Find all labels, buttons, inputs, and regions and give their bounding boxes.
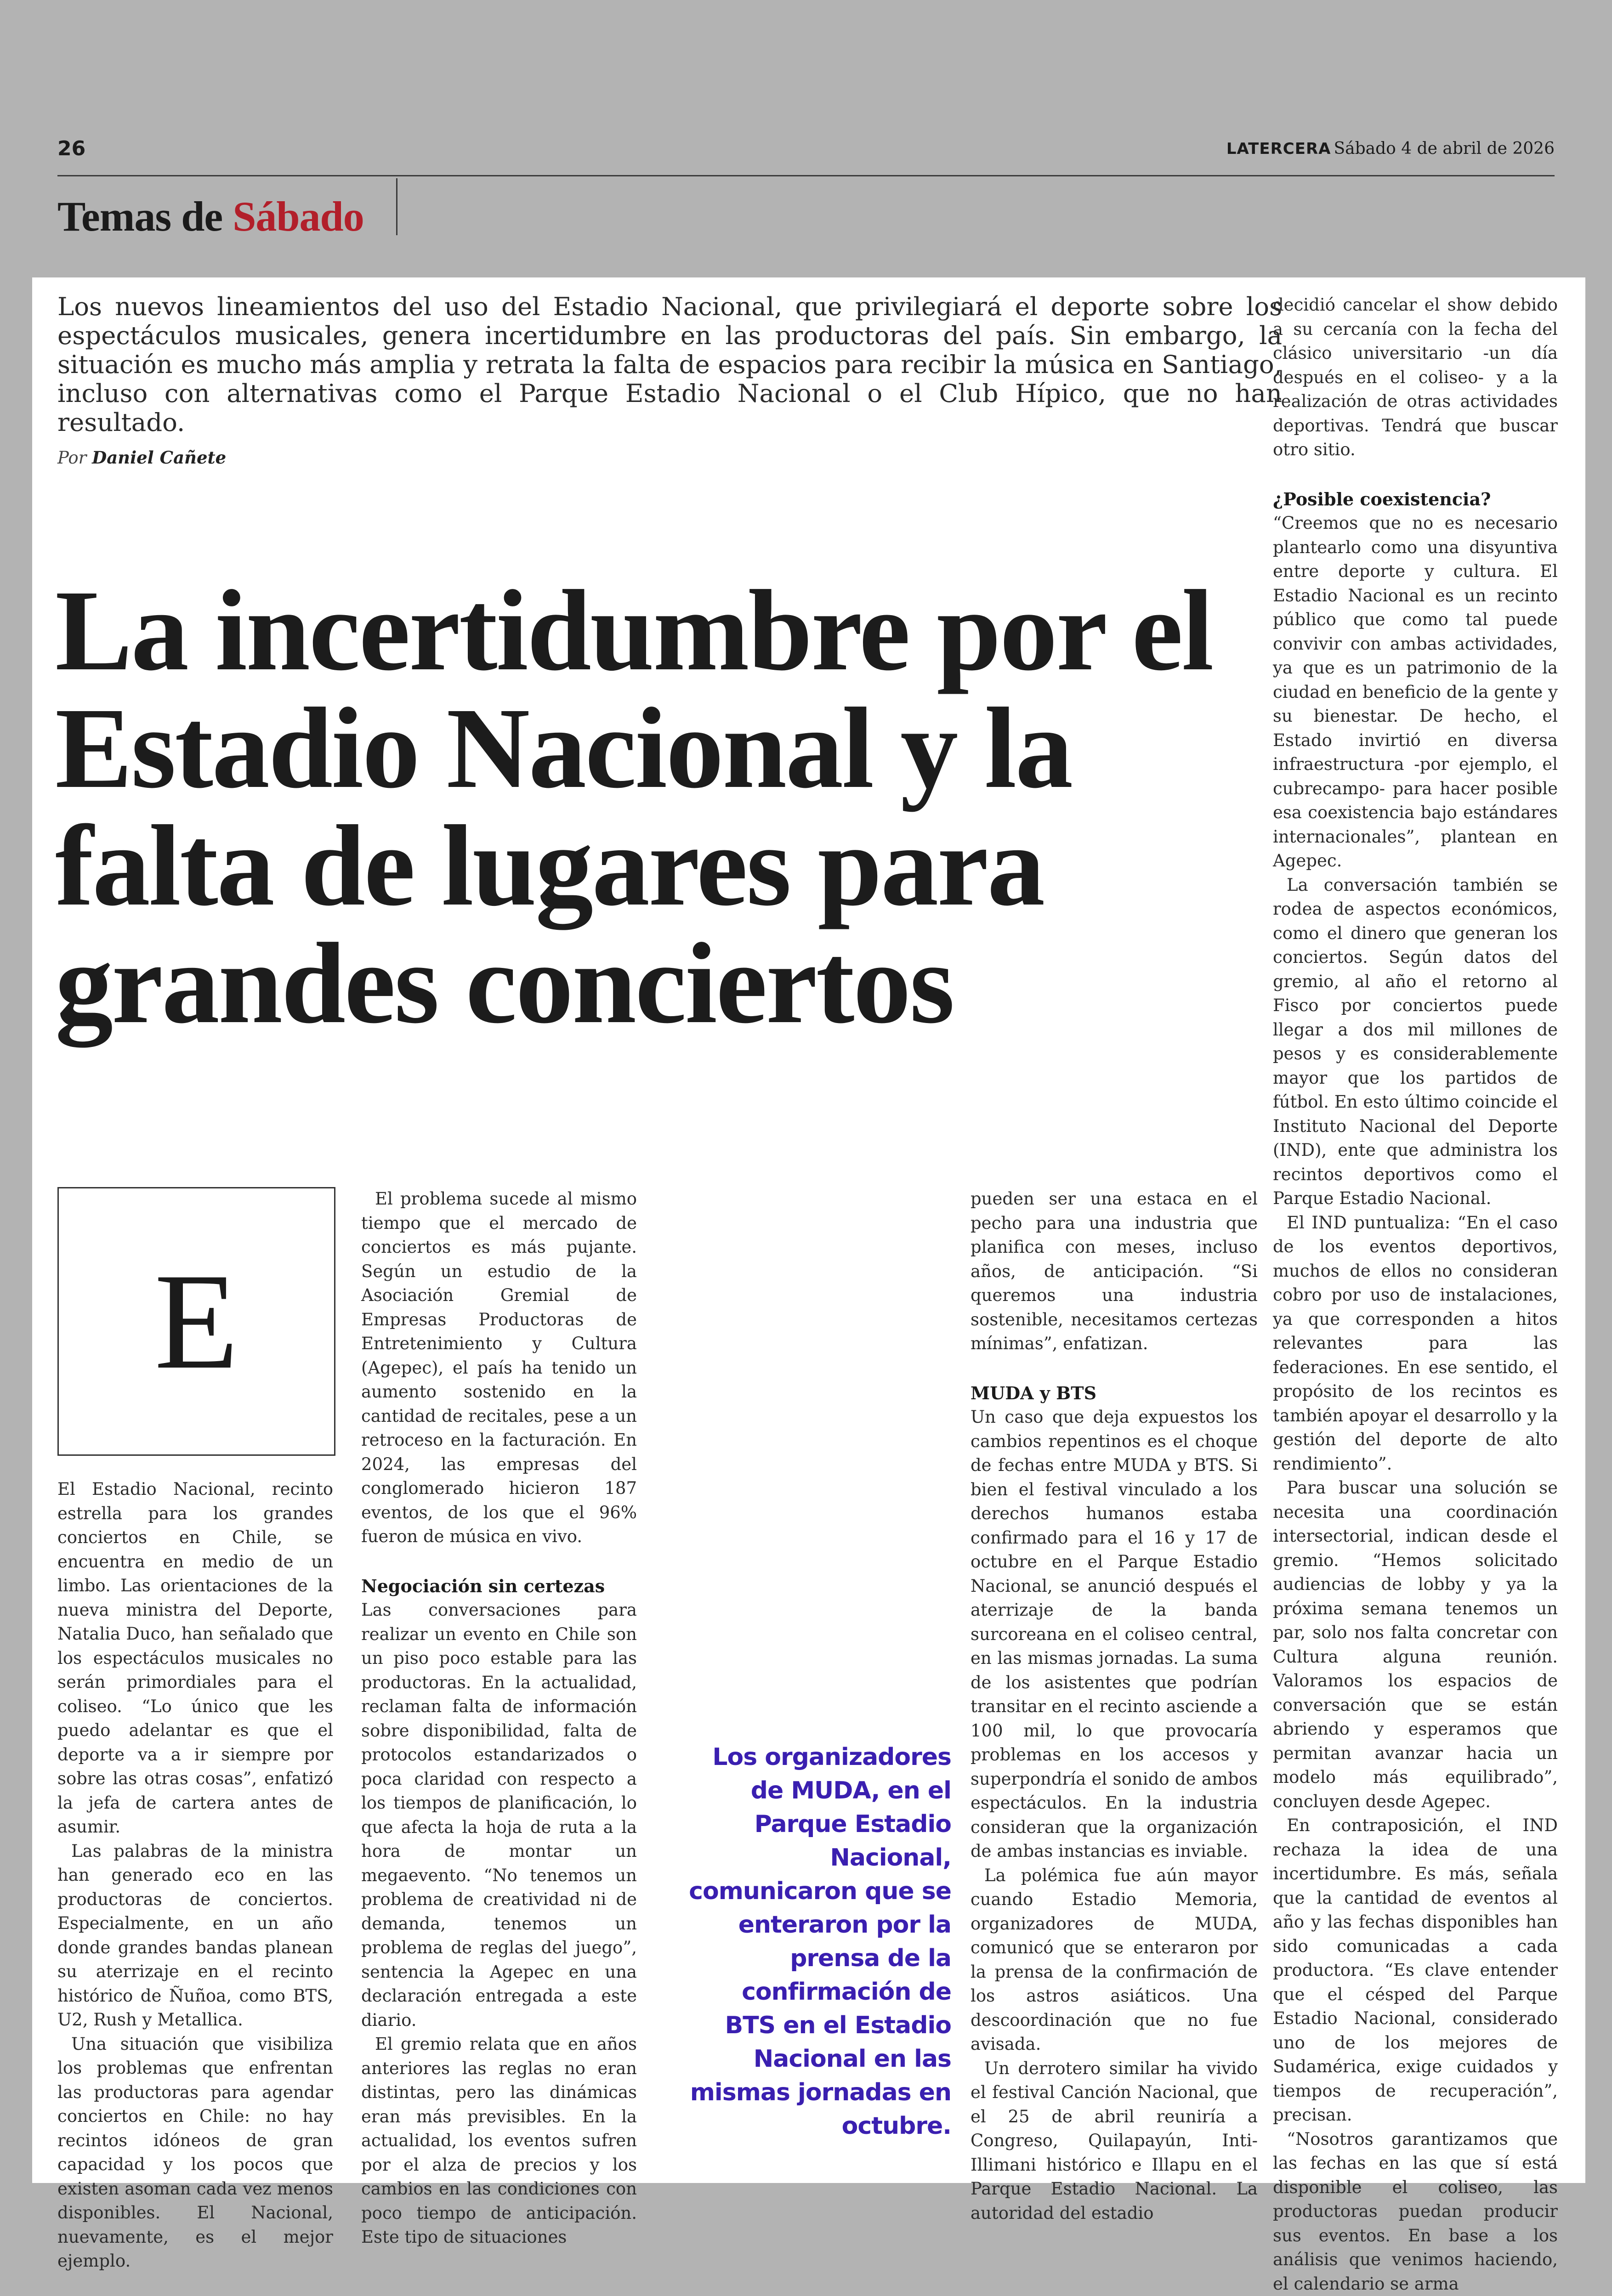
page-number: 26 — [57, 137, 85, 160]
paragraph: Un caso que deja expuestos los cambios repentinos es el choque de fechas entre MUDA y BTS. Si bien el festival vinculado a los derechos humanos estaba confirmado para el 16 y 17 de octubre en el Parque Estadio Nacional, se anunció después el aterrizaje de la banda surcoreana en el coliseo central, en las mismas jornadas. La suma de los asistentes que podrían transitar en el recinto asciende a 100 mil, lo que provocaría problemas en los accesos y superpondría el sonido de ambos espectáculos. En la industria consideran que la organización de ambas instancias es inviable. — [971, 1405, 1258, 1864]
spacer — [1273, 462, 1558, 487]
text-column-3 — [971, 1187, 1258, 2225]
subheading: ¿Posible coexistencia? — [1273, 487, 1558, 512]
header-rule — [57, 175, 1555, 176]
drop-cap-box — [57, 1187, 335, 1456]
byline-prefix: Por — [57, 448, 86, 468]
paragraph: Para buscar una solución se necesita una coordinación intersectorial, indican desde el gremio. “Hemos solicitado audiencias de lobby y ya la próxima semana tenemos un par, solo nos falta concretar con Cultura alguna reunión. Valoramos los espacios de conversación que se están abriendo y esperamos que permitan avanzar hacia un modelo más equilibrado”, concluyen desde Agepec. — [1273, 1476, 1558, 1814]
byline-author: Daniel Cañete — [92, 447, 226, 468]
publication-name: LATERCERA — [1226, 140, 1331, 158]
paragraph: La polémica fue aún mayor cuando Estadio Memoria, organizadores de MUDA, comunicó que se enteraron por la prensa de la confirmación de los astros asiáticos. Una descoordinación que no fue avisada. — [971, 1864, 1258, 2057]
section-title-accent: Sábado — [233, 193, 364, 240]
byline — [57, 447, 226, 468]
text-column-2 — [361, 1187, 637, 2250]
drop-cap-letter: E — [154, 1242, 238, 1401]
article-sheet — [32, 277, 1585, 2183]
pull-quote: Los organizadores de MUDA, en el Parque Estadio Nacional, comunicaron que se enteraron por la prensa de la confirmación de BTS en el Estadio Nacional en las mismas jornadas en octubre. — [685, 1741, 951, 2143]
paragraph: pueden ser una estaca en el pecho para una industria que planifica con meses, incluso años, de anticipación. “Si queremos una industria sostenible, necesitamos certezas mínimas”, enfatizan. — [971, 1187, 1258, 1356]
publication-date: Sábado 4 de abril de 2026 — [1334, 139, 1555, 158]
paragraph: “Creemos que no es necesario plantearlo como una disyuntiva entre deporte y cultura. El Estadio Nacional es un recinto público que como tal puede convivir con ambas actividades, ya que es un patrimonio de la ciudad en beneficio de la gente y su bienestar. De hecho, el Estado invirtió en diversa infraestructura -por ejemplo, el cubrecampo- para hacer posible esa coexistencia bajo estándares internacionales”, plantean en Agepec. — [1273, 511, 1558, 873]
section-title — [57, 192, 364, 241]
publication-dateline — [1226, 139, 1555, 158]
paragraph: El problema sucede al mismo tiempo que el mercado de conciertos es más pujante. Según un estudio de la Asociación Gremial de Empresas Productoras de Entretenimiento y Cultura (Agepec), el país ha tenido un aumento sostenido en la cantidad de recitales, pese a un retroceso en la facturación. En 2024, las empresas del conglomerado hicieron 187 eventos, de los que el 96% fueron de música en vivo. — [361, 1187, 637, 1549]
article-headline: La incertidumbre por el Estadio Nacional y la falta de lugares para grandes conciertos — [55, 571, 1296, 1042]
paragraph: “Nosotros garantizamos que las fechas en las que sí está disponible el coliseo, las productoras puedan producir sus eventos. En base a los análisis que venimos haciendo, el calendario se arma — [1273, 2127, 1558, 2296]
text-column-4 — [1273, 293, 1558, 2296]
section-divider — [396, 178, 397, 235]
paragraph: El IND puntualiza: “En el caso de los eventos deportivos, muchos de ellos no consideran cobro por uso de instalaciones, ya que corresponden a hitos relevantes para las federaciones. En ese sentido, el propósito de los recintos es también apoyar el desarrollo y la gestión del deporte de alto rendimiento”. — [1273, 1211, 1558, 1476]
paragraph: Una situación que visibiliza los problemas que enfrentan las productoras para agendar conciertos en Chile: no hay recintos idóneos de gran capacidad y los pocos que existen asoman cada vez menos disponibles. El Nacional, nuevamente, es el mejor ejemplo. — [57, 2032, 333, 2273]
paragraph: Las conversaciones para realizar un evento en Chile son un piso poco estable para las productoras. En la actualidad, reclaman falta de información sobre disponibilidad, falta de protocolos estandarizados o poca claridad con respecto a los tiempos de planificación, lo que afecta la hoja de ruta a la hora de montar un megaevento. “No tenemos un problema de creatividad ni de demanda, tenemos un problema de reglas del juego”, sentencia la Agepec en una declaración entregada a este diario. — [361, 1598, 637, 2032]
paragraph: El Estadio Nacional, recinto estrella para los grandes conciertos en Chile, se encuentra en medio de un limbo. Las orientaciones de la nueva ministra del Deporte, Natalia Duco, han señalado que los espectáculos musicales no serán primordiales para el coliseo. “Lo único que les puedo adelantar es que el deporte va a ir siempre por sobre las otras cosas”, enfatizó la jefa de cartera antes de asumir. — [57, 1477, 333, 1839]
subheading: Negociación sin certezas — [361, 1574, 637, 1599]
text-column-1 — [57, 1477, 333, 2273]
paragraph: Las palabras de la ministra han generado eco en las productoras de conciertos. Especialmente, en un año donde grandes bandas planean su aterrizaje en el recinto histórico de Ñuñoa, como BTS, U2, Rush y Metallica. — [57, 1839, 333, 2032]
paragraph: Un derrotero similar ha vivido el festival Canción Nacional, que el 25 de abril reuniría a Congreso, Quilapayún, Inti-Illimani histórico e Illapu en el Parque Estadio Nacional. La autoridad del estadio — [971, 2057, 1258, 2226]
paragraph: decidió cancelar el show debido a su cercanía con la fecha del clásico universitario -un día después en el coliseo- y a la realización de otras actividades deportivas. Tendrá que buscar otro sitio. — [1273, 293, 1558, 462]
paragraph: El gremio relata que en años anteriores las reglas no eran distintas, pero las dinámicas eran más previsibles. En la actualidad, los eventos sufren por el alza de precios y los cambios en las condiciones con poco tiempo de anticipación. Este tipo de situaciones — [361, 2032, 637, 2250]
section-title-plain: Temas de — [57, 193, 233, 240]
spacer — [971, 1356, 1258, 1381]
paragraph: En contraposición, el IND rechaza la idea de una incertidumbre. Es más, señala que la cantidad de eventos al año y las fechas disponibles han sido comunicadas a cada productora. “Es clave entender que el césped del Parque Estadio Nacional, considerado uno de los mejores de Sudamérica, exige cuidados y tiempos de recuperación”, precisan. — [1273, 1814, 1558, 2127]
article-deck: Los nuevos lineamientos del uso del Estadio Nacional, que privilegiará el deporte sobre los espectáculos musicales, genera incertidumbre en las productoras del país. Sin embargo, la situación es mucho más amplia y retrata la falta de espacios para recibir la música en Santiago, incluso con alternativas como el Parque Estadio Nacional o el Club Hípico, que no han resultado. — [57, 292, 1282, 437]
spacer — [361, 1549, 637, 1574]
subheading: MUDA y BTS — [971, 1381, 1258, 1406]
paragraph: La conversación también se rodea de aspectos económicos, como el dinero que generan los conciertos. Según datos del gremio, al año el retorno al Fisco por conciertos puede llegar a dos mil millones de pesos y es considerablemente mayor que los partidos de fútbol. En esto último coincide el Instituto Nacional del Deporte (IND), ente que administra los recintos deportivos como el Parque Estadio Nacional. — [1273, 873, 1558, 1211]
